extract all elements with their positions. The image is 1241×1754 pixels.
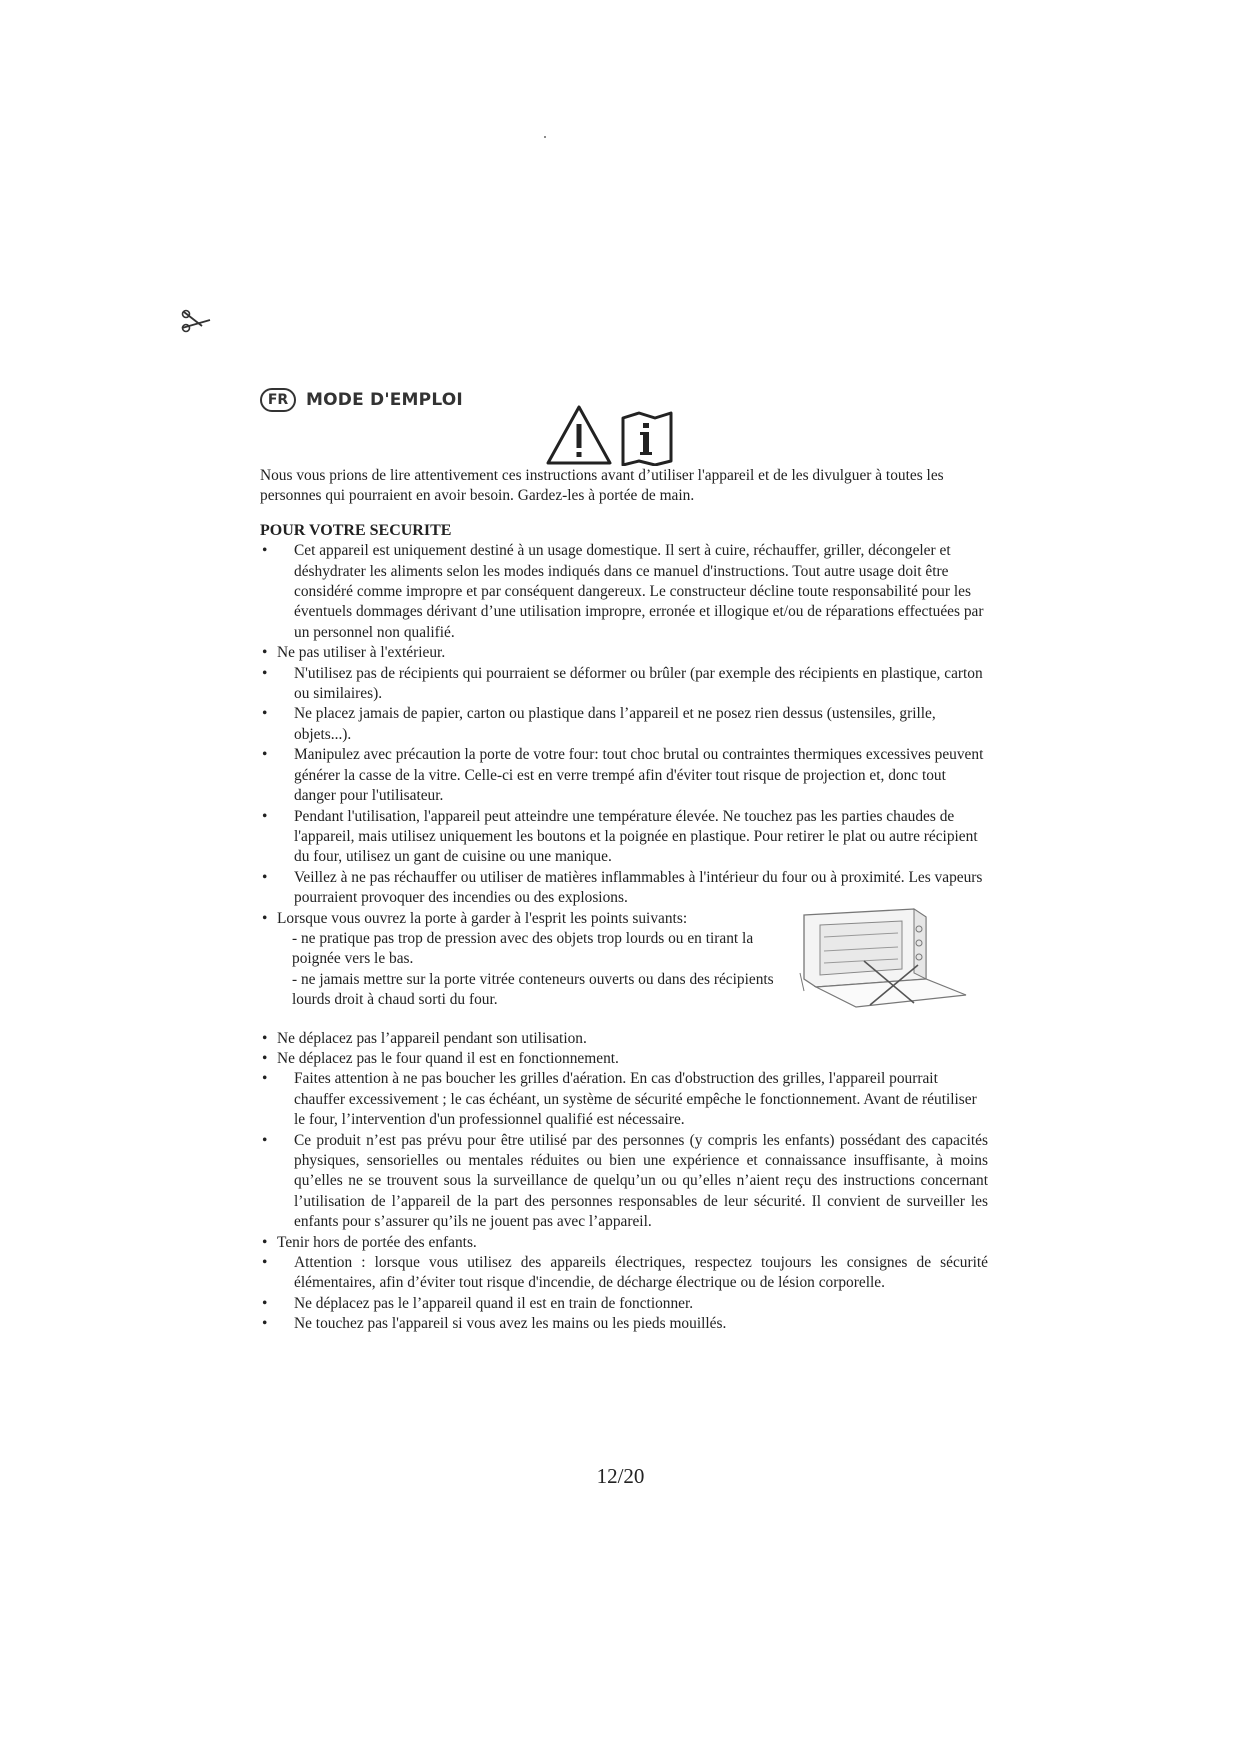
oven-door-illustration [794,903,984,1013]
page-number: 12/20 [596,1464,645,1488]
door-item-sub2: - ne jamais mettre sur la porte vitrée conteneurs ouverts ou dans des récipients lourds droit à chaud sorti du four. [292,970,774,1009]
door-item-text: • Lorsque vous ouvrez la porte à garder à l'esprit les points suivants: [277,909,688,927]
header [260,388,463,412]
list-item: • Ne déplacez pas le four quand il est en fonctionnement. [260,1049,988,1069]
document-body [260,466,988,1335]
list-item: • Ne déplacez pas l’appareil pendant son utilisation. [260,1029,988,1049]
list-item: • Ne déplacez pas le l’appareil quand il est en train de fonctionner. [260,1294,988,1314]
door-item-sub1: - ne pratique pas trop de pression avec des objets trop lourds ou en tirant la poignée vers le bas. [292,929,754,968]
list-item: • Tenir hors de portée des enfants. [260,1233,988,1253]
list-item-door [260,909,988,1011]
list-item: • Ne placez jamais de papier, carton ou plastique dans l’appareil et ne posez rien dessus (ustensiles, grille, objets...). [260,704,988,745]
intro-paragraph: Nous vous prions de lire attentivement ces instructions avant d’utiliser l'appareil et de les divulguer à toutes les personnes qui pourraient en avoir besoin. Gardez-les à portée de main. [260,467,944,505]
language-badge: FR [260,388,296,412]
list-item: • Attention : lorsque vous utilisez des appareils électriques, respectez toujours les consignes de sécurité élémentaires, afin d’éviter tout risque d'incendie, de décharge électrique ou de lésion corporelle. [260,1253,988,1294]
safety-list [260,541,988,1334]
list-item: • Pendant l'utilisation, l'appareil peut atteindre une température élevée. Ne touchez pas les parties chaudes de l'appareil, mais utilisez uniquement les boutons et la poignée en plastique. Pour retirer le plat ou autre récipient du four, utilisez un gant de cuisine ou une manique. [260,807,988,868]
list-item: • Manipulez avec précaution la porte de votre four: tout choc brutal ou contraintes thermiques excessives peuvent générer la casse de la vitre. Celle-ci est en verre trempé afin d'éviter tout risque de projection et, donc tout danger pour l'utilisateur. [260,745,988,806]
safety-symbols [545,404,695,466]
list-item: • Faites attention à ne pas boucher les grilles d'aération. En cas d'obstruction des grilles, l'appareil pourrait chauffer excessivement ; le cas échéant, un système de sécurité empêche le fonctionnement. Avant de réutiliser le four, l’intervention d'un professionnel qualifié est nécessaire. [260,1069,988,1130]
page-title: MODE D'EMPLOI [306,390,463,410]
list-item: • Ce produit n’est pas prévu pour être utilisé par des personnes (y compris les enfants) possédant des capacités physiques, sensorielles ou mentales réduites ou bien une expérience et connaissance insuffisante, à moins qu’elles ne se trouvent sous la surveillance de quelqu’un ou qu’elles n’aient reçu des instructions concernant l’utilisation de l’appareil de la part des personnes responsables de leur sécurité. Il convient de surveiller les enfants pour s’assurer qu’ils ne jouent pas avec l’appareil. [260,1131,988,1233]
warning-triangle-icon [548,407,610,463]
list-item: • Ne pas utiliser à l'extérieur. [260,643,988,663]
list-item: • Ne touchez pas l'appareil si vous avez les mains ou les pieds mouillés. [260,1314,988,1334]
manual-info-icon [623,413,671,465]
list-item: • N'utilisez pas de récipients qui pourraient se déformer ou brûler (par exemple des récipients en plastique, carton ou similaires). [260,664,988,705]
stray-dot [544,136,546,138]
section-title: POUR VOTRE SECURITE [260,521,452,539]
scissors-icon [180,308,214,334]
list-item: • Cet appareil est uniquement destiné à un usage domestique. Il sert à cuire, réchauffer, griller, décongeler et déshydrater les aliments selon les modes indiqués dans ce manuel d'instructions. Tout autre usage doit être considéré comme impropre et par conséquent dangereux. Le constructeur décline toute responsabilité pour les éventuels dommages dérivant d’une utilisation impropre, erronée et illogique et/ou de réparations effectuées par un personnel non qualifié. [260,541,988,643]
list-item: • Veillez à ne pas réchauffer ou utiliser de matières inflammables à l'intérieur du four ou à proximité. Les vapeurs pourraient provoquer des incendies ou des explosions. [260,868,988,909]
